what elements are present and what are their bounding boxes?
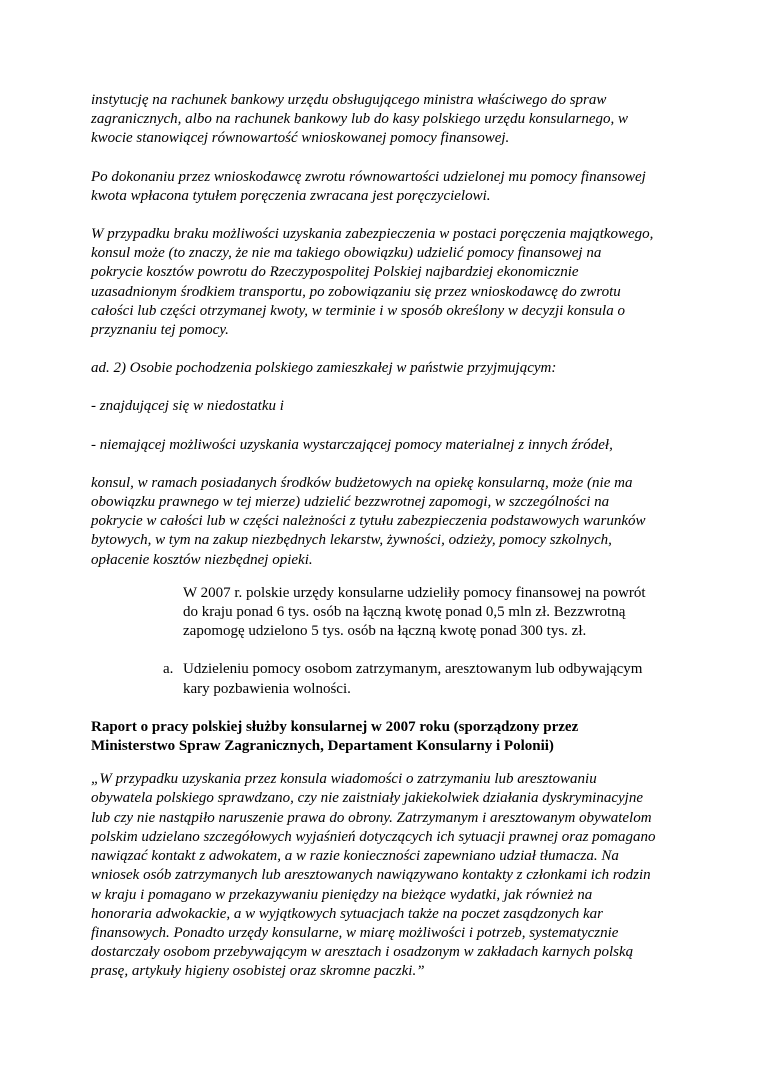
document-page bbox=[91, 91, 671, 982]
text-line: dostarczały osobom przebywającym w aresztach i osadzonym w zakładach karnych polską bbox=[91, 944, 634, 961]
text-line: honoraria adwokackie, a w wyjątkowych sytuacjach także na poczet zasądzonych kar bbox=[91, 905, 603, 922]
text-line: do kraju ponad 6 tys. osób na łączną kwotę ponad 0,5 mln zł. Bezzwrotną bbox=[183, 604, 626, 621]
text-line: całości lub części otrzymanej kwoty, w terminie i w sposób określony w decyzji konsula o bbox=[91, 302, 625, 319]
paragraph-refund-guarantee bbox=[91, 168, 671, 206]
section-heading-report bbox=[91, 718, 671, 756]
text-line: kary pozbawienia wolności. bbox=[183, 680, 351, 697]
text-line: - znajdującej się w niedostatku i bbox=[91, 398, 284, 415]
paragraph-consul-allowance bbox=[91, 474, 671, 570]
list-item-a bbox=[91, 660, 671, 698]
text-line: W 2007 r. polskie urzędy konsularne udzieliły pomocy finansowej na powrót bbox=[183, 584, 646, 601]
condition-item-2 bbox=[91, 436, 671, 455]
text-line: ad. 2) Osobie pochodzenia polskiego zamieszkałej w państwie przyjmującym: bbox=[91, 360, 557, 377]
text-line: nawiązać kontakt z adwokatem, a w razie konieczności zapewniano udział tłumacza. Na bbox=[91, 848, 619, 865]
text-line: bytowych, w tym na zakup niezbędnych lekarstw, żywności, odzieży, pomocy szkolnych, bbox=[91, 532, 612, 549]
text-line: zapomogę udzielono 5 tys. osób na łączną kwotę ponad 300 tys. zł. bbox=[183, 623, 587, 640]
text-line: kwota wpłacona tytułem poręczenia zwracana jest poręczycielowi. bbox=[91, 187, 491, 204]
paragraph-no-guarantee-case bbox=[91, 225, 671, 340]
condition-item-1 bbox=[91, 397, 671, 416]
text-line: konsul może (to znaczy, że nie ma takiego obowiązku) udzielić pomocy finansowej na bbox=[91, 245, 602, 262]
text-line: prasę, artykuły higieny osobistej oraz skromne paczki.” bbox=[91, 963, 425, 980]
paragraph-2007-statistics bbox=[91, 584, 671, 642]
list-marker: a. bbox=[163, 661, 174, 678]
paragraph-ad-2 bbox=[91, 359, 671, 378]
text-line: w kraju i pomagano w przekazywaniu pieniędzy na bieżące wydatki, jak również na bbox=[91, 886, 593, 903]
text-line: Raport o pracy polskiej służby konsularnej w 2007 roku (sporządzony przez bbox=[91, 718, 579, 735]
text-line: instytucję na rachunek bankowy urzędu obsługującego ministra właściwego do spraw bbox=[91, 92, 607, 108]
text-line: lub czy nie nastąpiło naruszenie prawa do obrony. Zatrzymanym i aresztowanym obywatelom bbox=[91, 809, 652, 826]
text-line: pokrycie w całości lub w części należności z tytułu zabezpieczenia podstawowych warunków bbox=[91, 513, 646, 530]
text-line: uzasadnionym środkiem transportu, po zobowiązaniu się przez wnioskodawcę do zwrotu bbox=[91, 283, 621, 300]
text-line: finansowych. Ponadto urzędy konsularne, w miarę możliwości i potrzeb, systematycznie bbox=[91, 924, 619, 941]
text-line: - niemającej możliwości uzyskania wystarczającej pomocy materialnej z innych źródeł, bbox=[91, 436, 613, 453]
text-line: Ministerstwo Spraw Zagranicznych, Departament Konsularny i Polonii) bbox=[91, 738, 554, 755]
text-line: obywatela polskiego sprawdzano, czy nie zaistniały jakiekolwiek działania dyskryminacyjne bbox=[91, 790, 643, 807]
text-line: wniosek osób zatrzymanych lub aresztowanych nawiązywano kontakty z członkami ich rodzin bbox=[91, 867, 651, 884]
report-quote bbox=[91, 770, 671, 981]
text-line: konsul, w ramach posiadanych środków budżetowych na opiekę konsularną, może (nie ma bbox=[91, 474, 633, 491]
text-line: opłacenie kosztów niezbędnej opieki. bbox=[91, 551, 313, 568]
text-line: Udzieleniu pomocy osobom zatrzymanym, aresztowanym lub odbywającym bbox=[183, 661, 643, 678]
text-line: W przypadku braku możliwości uzyskania zabezpieczenia w postaci poręczenia majątkowego, bbox=[91, 226, 654, 243]
text-line: „W przypadku uzyskania przez konsula wiadomości o zatrzymaniu lub aresztowaniu bbox=[91, 771, 597, 788]
text-line: Po dokonaniu przez wnioskodawcę zwrotu równowartości udzielonej mu pomocy finansowej bbox=[91, 168, 646, 185]
text-line: zagranicznych, albo na rachunek bankowy lub do kasy polskiego urzędu konsularnego, w bbox=[91, 111, 629, 128]
paragraph-deposit-instructions bbox=[91, 91, 671, 149]
text-line: pokrycie kosztów powrotu do Rzeczypospolitej Polskiej najbardziej ekonomicznie bbox=[91, 264, 579, 281]
text-line: kwocie stanowiącej równowartość wnioskowanej pomocy finansowej. bbox=[91, 130, 510, 147]
text-line: obowiązku prawnego w tej mierze) udzielić bezzwrotnej zapomogi, w szczególności na bbox=[91, 494, 610, 511]
text-line: polskim udzielano szczegółowych wyjaśnień dotyczących ich sytuacji prawnej oraz pomagano bbox=[91, 828, 656, 845]
text-line: przyznaniu tej pomocy. bbox=[91, 322, 229, 339]
